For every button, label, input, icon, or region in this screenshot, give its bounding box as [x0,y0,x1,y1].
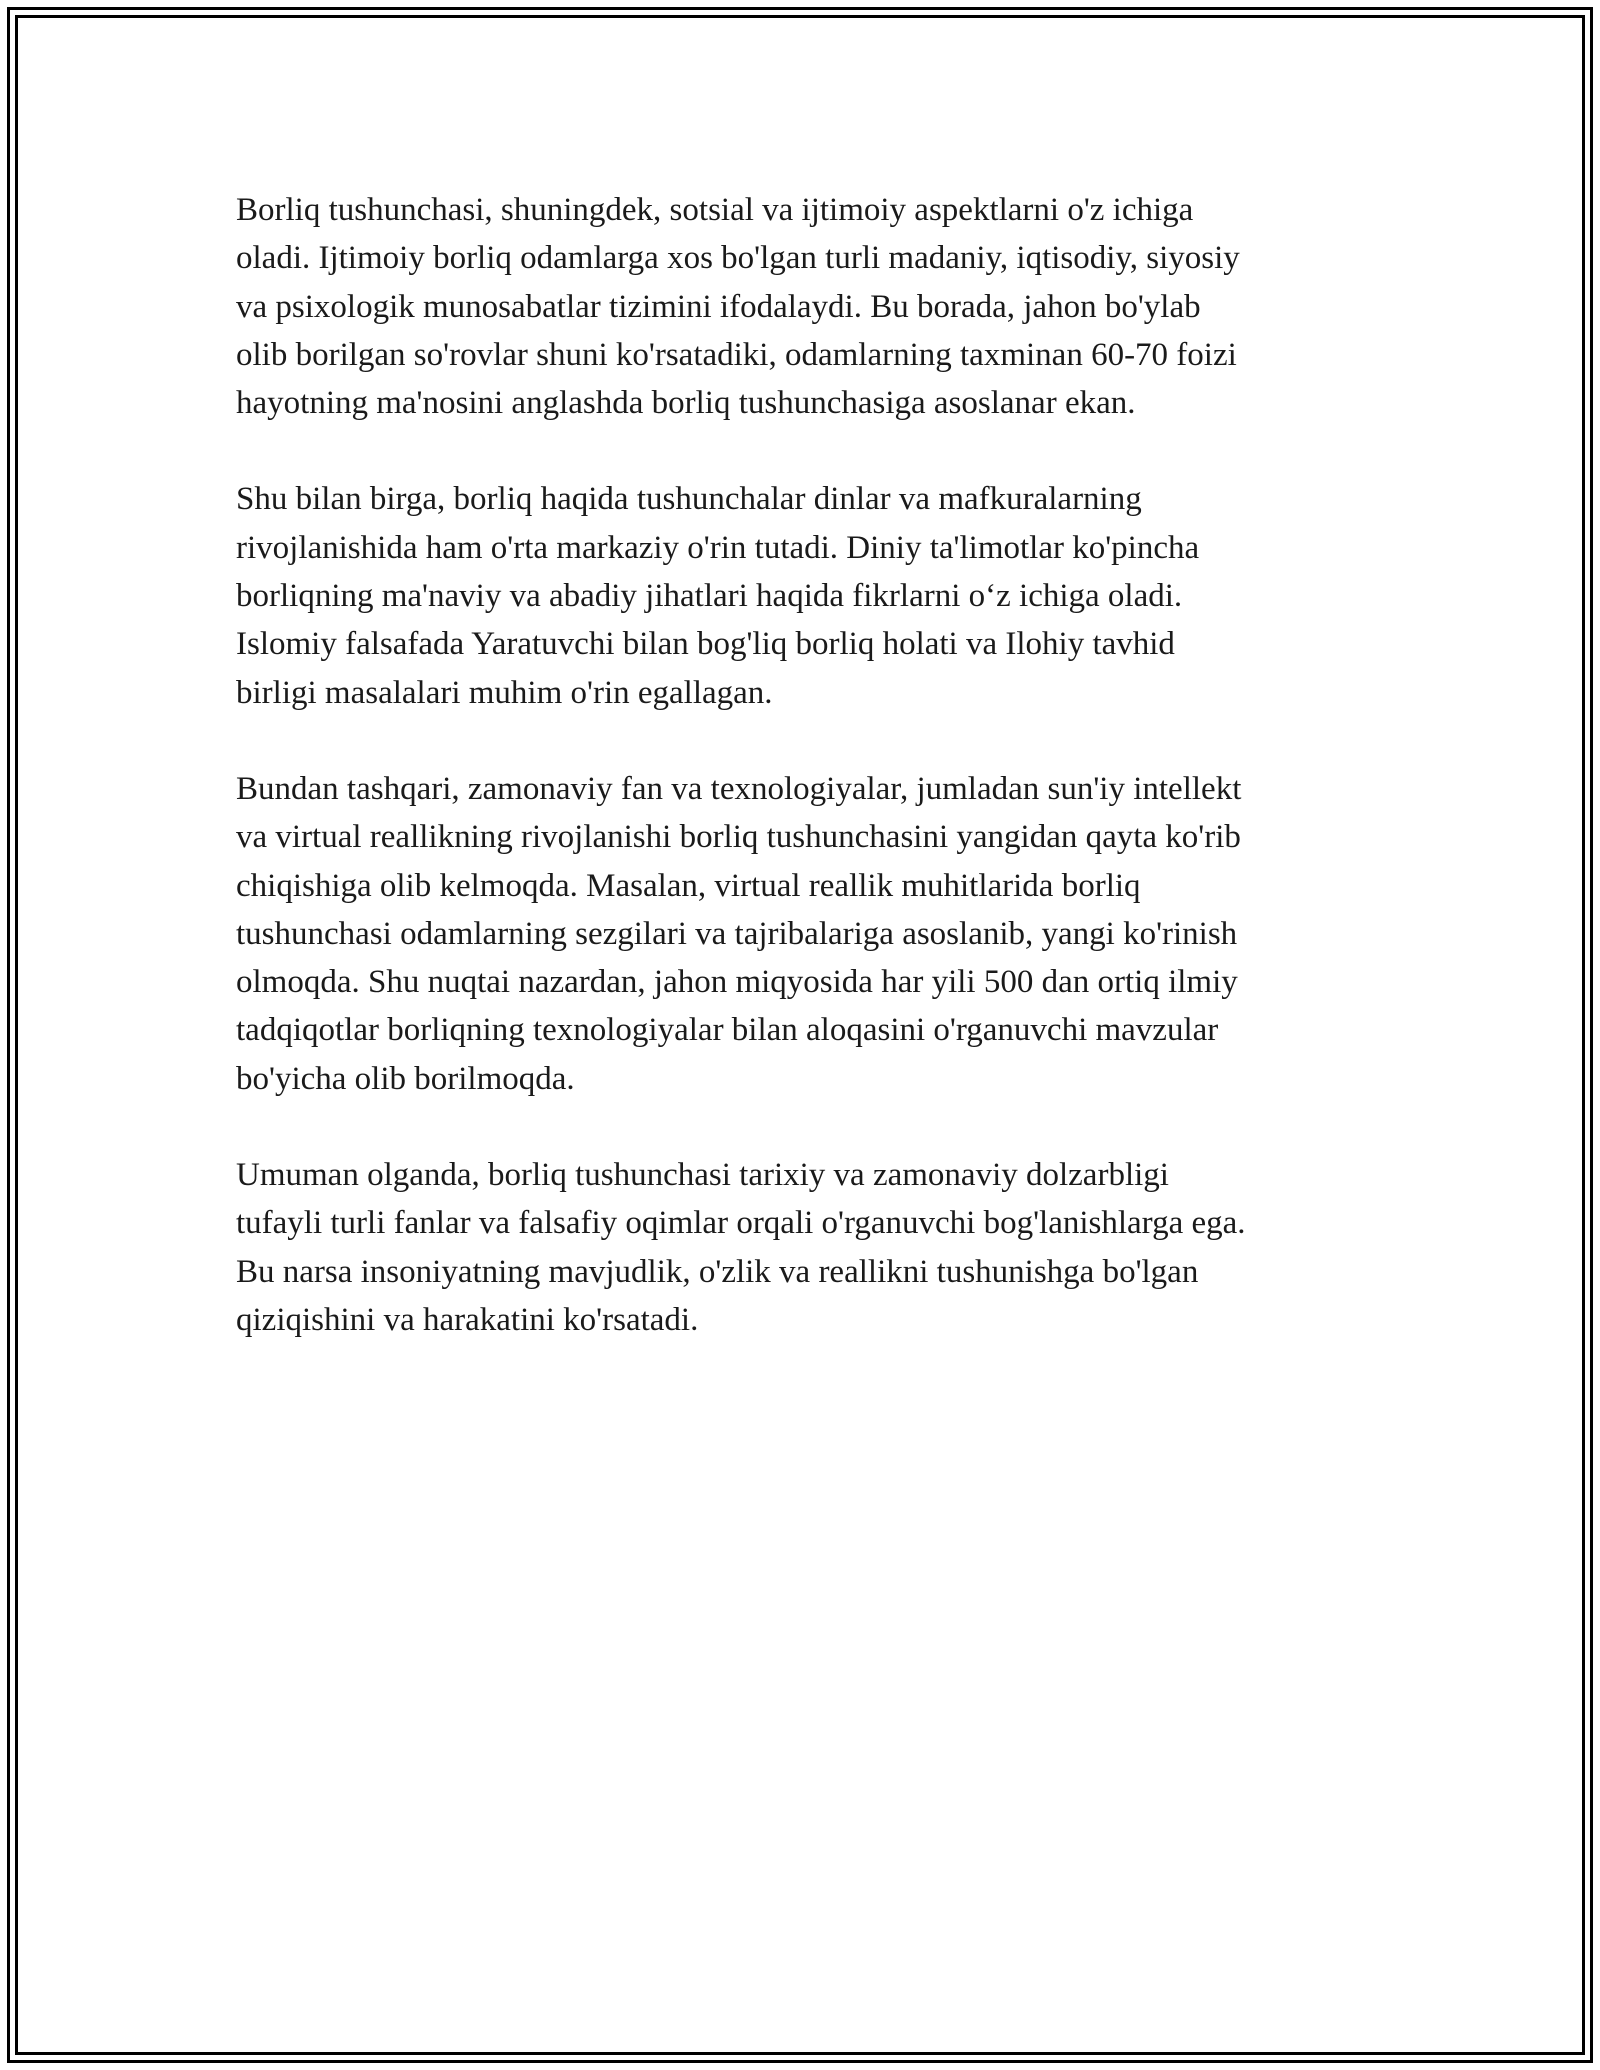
paragraph-line: Islomiy falsafada Yaratuvchi bilan bog'liq borliq holati va Ilohiy tavhid [236,626,1175,663]
paragraph-line: va virtual reallikning rivojlanishi borliq tushunchasini yangidan qayta ko'rib [236,819,1241,856]
paragraph-line: tadqiqotlar borliqning texnologiyalar bilan aloqasini o'rganuvchi mavzular [236,1012,1219,1049]
paragraph-line: olmoqda. Shu nuqtai nazardan, jahon miqyosida har yili 500 dan ortiq ilmiy [236,964,1238,1001]
paragraph-line: Borliq tushunchasi, shuningdek, sotsial va ijtimoiy aspektlarni o'z ichiga [236,192,1194,228]
paragraph-line: bo'yicha olib borilmoqda. [236,1060,575,1097]
paragraph-line: oladi. Ijtimoiy borliq odamlarga xos bo'lgan turli madaniy, iqtisodiy, siyosiy [236,240,1240,277]
paragraph-line: olib borilgan so'rovlar shuni ko'rsatadiki, odamlarning taxminan 60-70 foizi [236,336,1237,373]
paragraph-line: chiqishiga olib kelmoqda. Masalan, virtual reallik muhitlarida borliq [236,867,1141,904]
paragraph-1 [236,186,1366,427]
paragraph-line: rivojlanishida ham o'rta markaziy o'rin tutadi. Diniy ta'limotlar ko'pincha [236,529,1200,566]
paragraph-3 [236,765,1366,1103]
paragraph-line: hayotning ma'nosini anglashda borliq tushunchasiga asoslanar ekan. [236,385,1136,422]
paragraph-line: borliqning ma'naviy va abadiy jihatlari haqida fikrlarni o‘z ichiga oladi. [236,578,1183,615]
paragraph-line: tushunchasi odamlarning sezgilari va tajribalariga asoslanib, yangi ko'rinish [236,915,1238,952]
paragraph-4 [236,1151,1366,1344]
paragraph-line: birligi masalalari muhim o'rin egallagan. [236,674,773,711]
paragraph-2 [236,475,1366,716]
paragraph-line: Bundan tashqari, zamonaviy fan va texnologiyalar, jumladan sun'iy intellekt [236,770,1242,807]
paragraph-line: Umuman olganda, borliq tushunchasi tarixiy va zamonaviy dolzarbligi [236,1157,1169,1194]
paragraph-line: tufayli turli fanlar va falsafiy oqimlar orqali o'rganuvchi bog'lanishlarga ega. [236,1205,1246,1242]
document-body [236,186,1366,1392]
paragraph-line: qiziqishini va harakatini ko'rsatadi. [236,1301,699,1338]
paragraph-line: va psixologik munosabatlar tizimini ifodalaydi. Bu borada, jahon bo'ylab [236,288,1201,325]
paragraph-line: Bu narsa insoniyatning mavjudlik, o'zlik va reallikni tushunishga bo'lgan [236,1253,1199,1290]
paragraph-line: Shu bilan birga, borliq haqida tushunchalar dinlar va mafkuralarning [236,481,1142,518]
